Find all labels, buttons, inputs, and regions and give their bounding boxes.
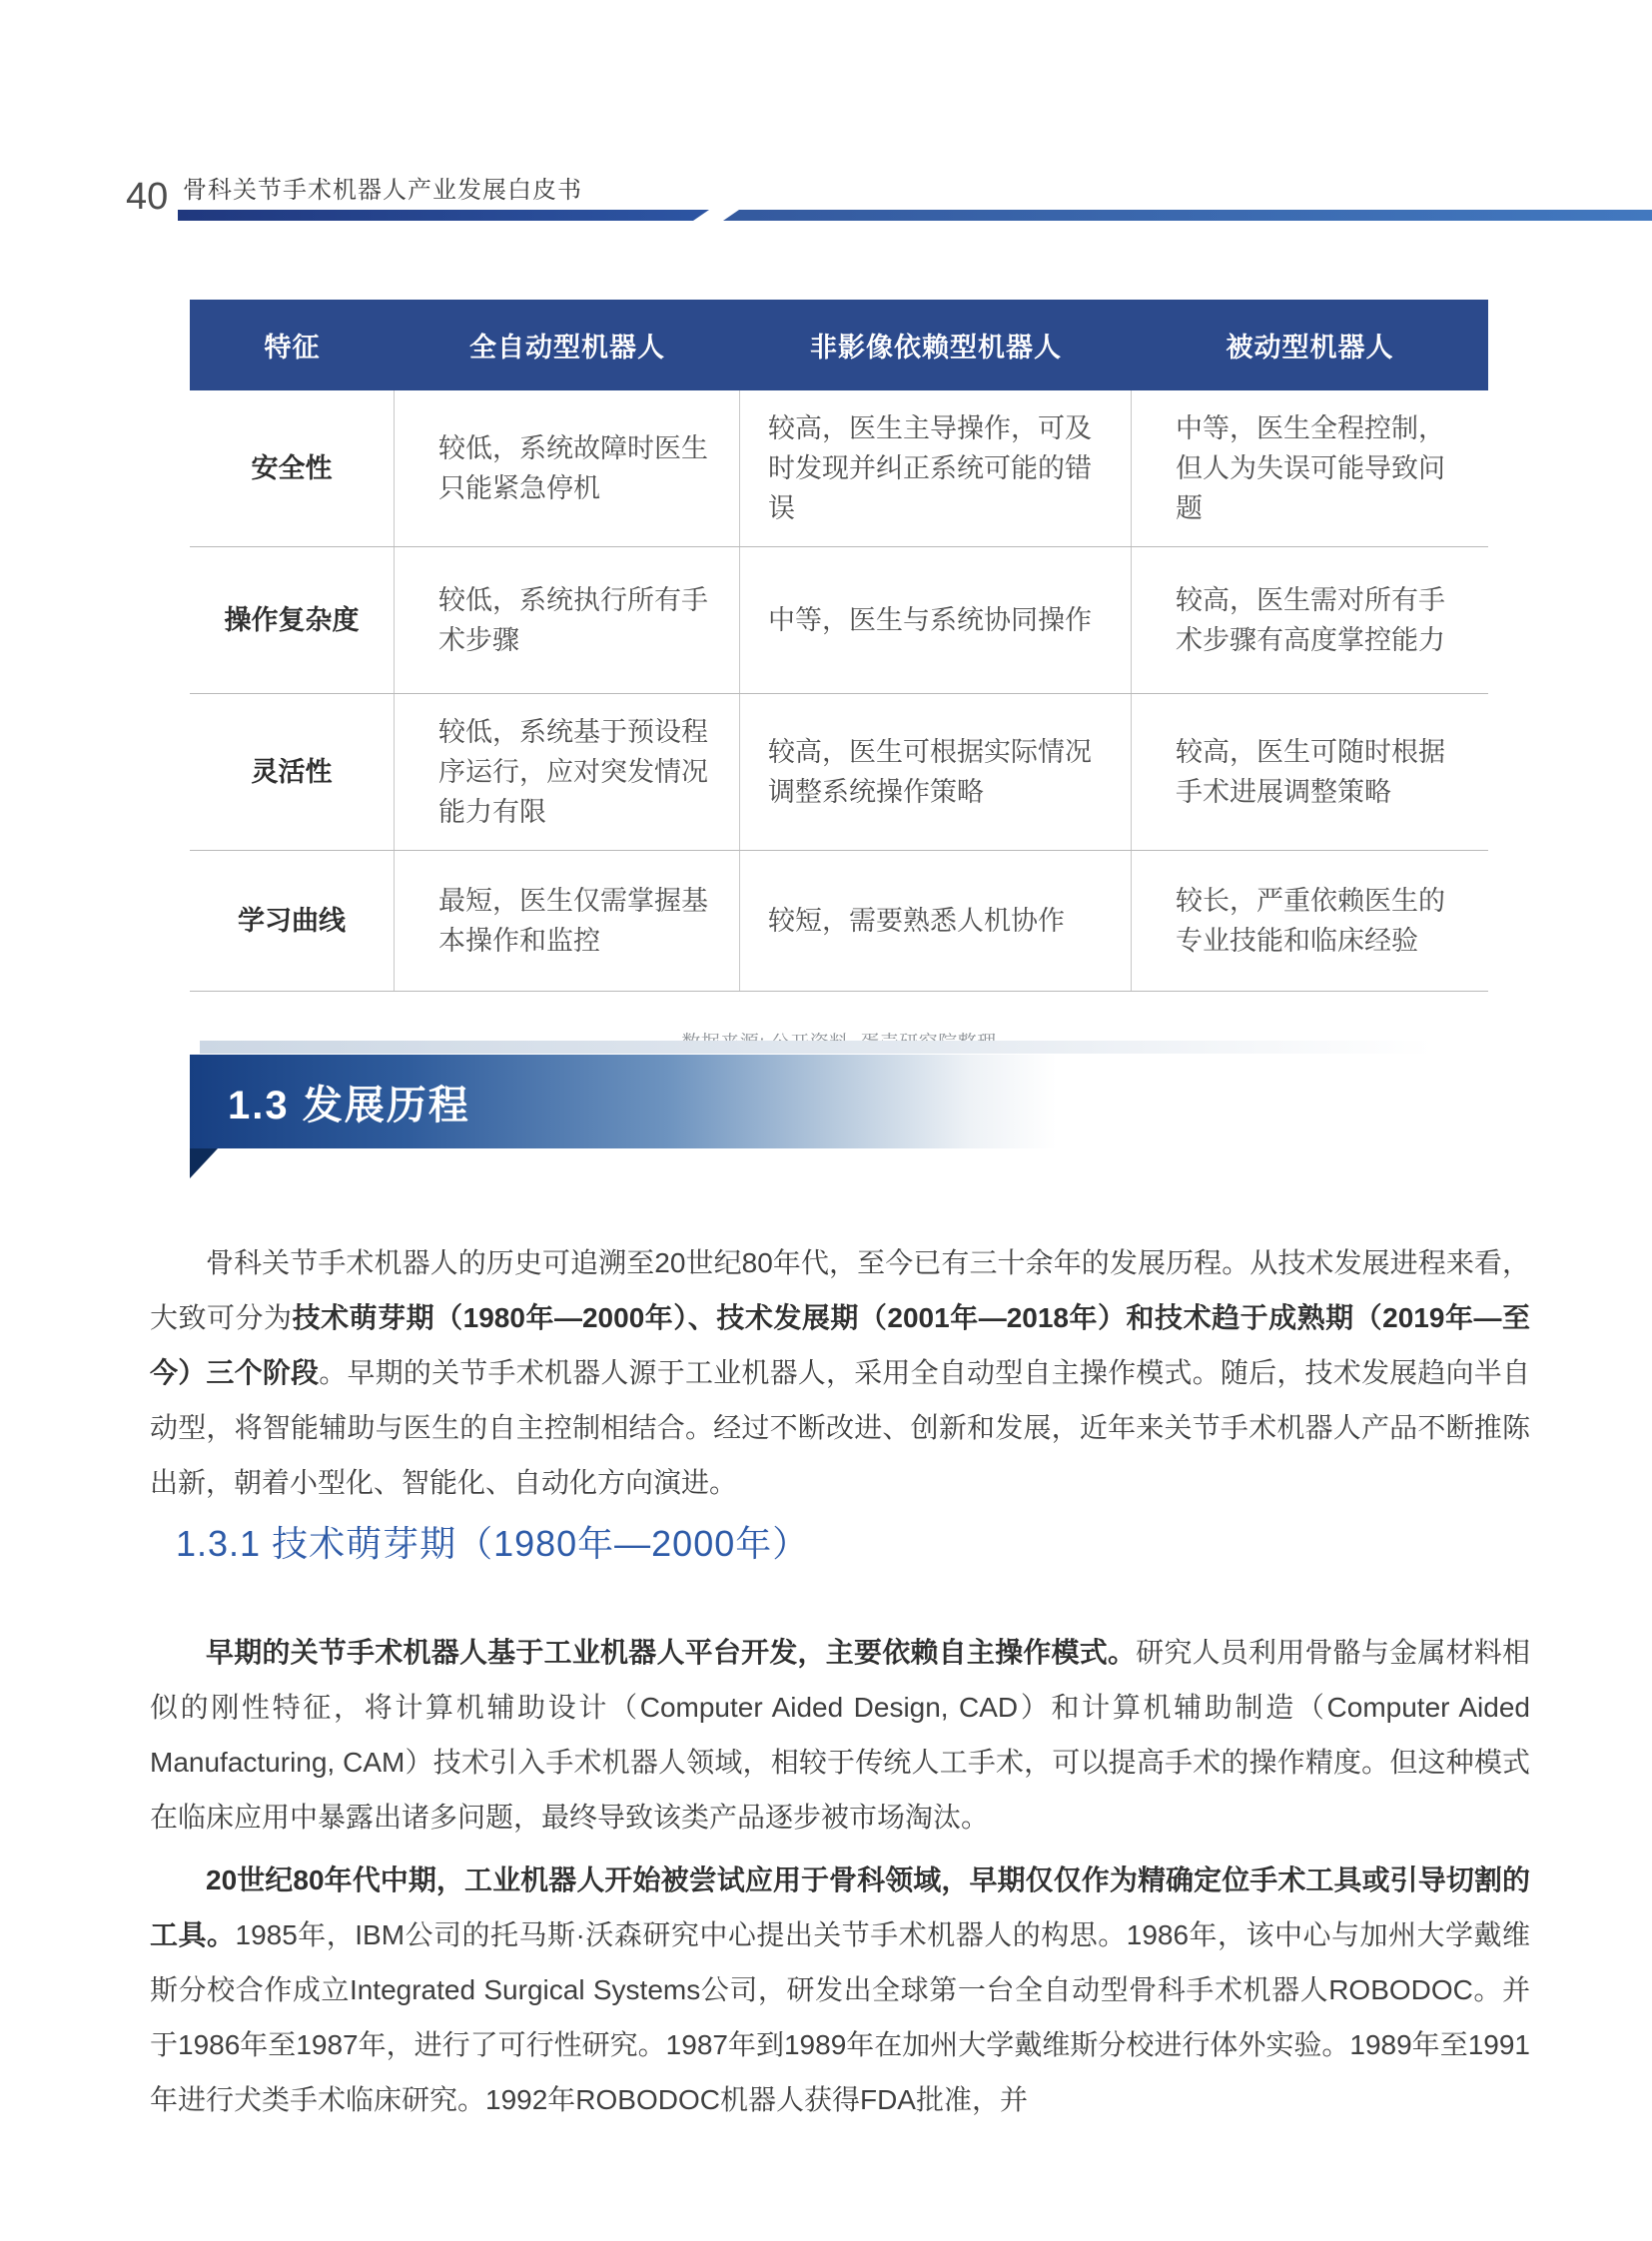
- text-segment: 20世纪80年代中期，工业机器人开始被尝试应用于骨科领域，早期仅仅作为精确定位手术工具或引导切割的工具。: [150, 1865, 1530, 1950]
- robot-comparison-table: [190, 300, 1488, 1055]
- table-row: [190, 694, 1488, 851]
- text-segment: 1985年，IBM公司的托马斯·沃森研究中心提出关节手术机器人的构思。1986年，该中心与加州大学戴维斯分校合作成立Integrated Surgical Systems公司，研发出全球第一台全自动型骨科手术机器人ROBODOC。并于1986年至1987年，进行了可行性研究。1987年到1989年在加州大学戴维斯分校进行体外实验。1989年至1991年进行犬类手术临床研究。1992年ROBODOC机器人获得FDA批准，并: [150, 1919, 1530, 2115]
- banner-highlight-stripe: [200, 1041, 1498, 1054]
- column-header: 非影像依赖型机器人: [810, 333, 1062, 363]
- paragraph: [150, 1235, 1530, 1510]
- table-cell: 较短，需要熟悉人机协作: [740, 851, 1132, 991]
- table-cell: 中等，医生全程控制，但人为失误可能导致问题: [1176, 413, 1445, 523]
- banner-fold-triangle: [190, 1148, 218, 1178]
- table-header-row: [190, 300, 1488, 390]
- header-rule-dark-segment: [178, 210, 709, 221]
- paragraph: [150, 1625, 1530, 1845]
- table-cell: 较长，严重依赖医生的专业技能和临床经验: [1176, 886, 1445, 956]
- table-cell: 较低，系统基于预设程序运行，应对突发情况能力有限: [395, 694, 740, 850]
- table-cell: 较高，医生可随时根据手术进展调整策略: [1176, 737, 1445, 807]
- table-body: [190, 390, 1488, 992]
- table-row: [190, 851, 1488, 992]
- table-row: [190, 390, 1488, 547]
- section-title: 1.3 发展历程: [228, 1083, 470, 1127]
- paragraph: [150, 1853, 1530, 2127]
- table-cell: 较高，医生需对所有手术步骤有高度掌控能力: [1176, 585, 1445, 655]
- running-header-title: 骨科关节手术机器人产业发展白皮书: [183, 177, 582, 204]
- table-cell: 中等，医生与系统协同操作: [740, 547, 1132, 693]
- page-number: 40: [126, 176, 169, 218]
- text-segment: 技术萌芽期（1980年—2000年）、技术发展期（2001年—2018年）和技术趋于成熟期（2019年—至今）三个阶段: [150, 1302, 1530, 1388]
- column-header: 被动型机器人: [1226, 333, 1394, 363]
- text-segment: 。早期的关节手术机器人源于工业机器人，采用全自动型自主操作模式。随后，技术发展趋向半自动型，将智能辅助与医生的自主控制相结合。经过不断改进、创新和发展，近年来关节手术机器人产品不断推陈出新，朝着小型化、智能化、自动化方向演进。: [150, 1357, 1530, 1498]
- text-segment: 骨科关节手术机器人的历史可追溯至20世纪80年代，至今已有三十余年的发展历程。从技术发展进程来看，大致可分为: [150, 1247, 1530, 1333]
- table-cell: 较低，系统故障时医生只能紧急停机: [395, 390, 740, 546]
- subsection-title: 1.3.1 技术萌芽期（1980年—2000年）: [176, 1523, 810, 1564]
- column-header: 全自动型机器人: [469, 333, 665, 363]
- feature-cell: 安全性: [190, 390, 395, 546]
- body-content: [150, 1235, 1530, 2127]
- text-segment: 早期的关节手术机器人基于工业机器人平台开发，主要依赖自主操作模式。: [206, 1637, 1137, 1668]
- section-banner: [190, 1055, 1057, 1148]
- feature-cell: 操作复杂度: [190, 547, 395, 693]
- table-cell: 较低，系统执行所有手术步骤: [395, 547, 740, 693]
- table-cell: 最短，医生仅需掌握基本操作和监控: [395, 851, 740, 991]
- table-cell: 较高，医生主导操作，可及时发现并纠正系统可能的错误: [740, 390, 1132, 546]
- header-rule-light-segment: [723, 210, 1652, 221]
- feature-cell: 学习曲线: [190, 851, 395, 991]
- table-row: [190, 547, 1488, 694]
- table-cell: 较高，医生可根据实际情况调整系统操作策略: [740, 694, 1132, 850]
- text-segment: 研究人员利用骨骼与金属材料相似的刚性特征，将计算机辅助设计（Computer Aided Design, CAD）和计算机辅助制造（Computer Aided Manufacturing, CAM）技术引入手术机器人领域，相较于传统人工手术，可以提高手术的操作精度。但这种模式在临床应用中暴露出诸多问题，最终导致该类产品逐步被市场淘汰。: [150, 1637, 1530, 1833]
- feature-cell: 灵活性: [190, 694, 395, 850]
- column-header: 特征: [264, 333, 321, 363]
